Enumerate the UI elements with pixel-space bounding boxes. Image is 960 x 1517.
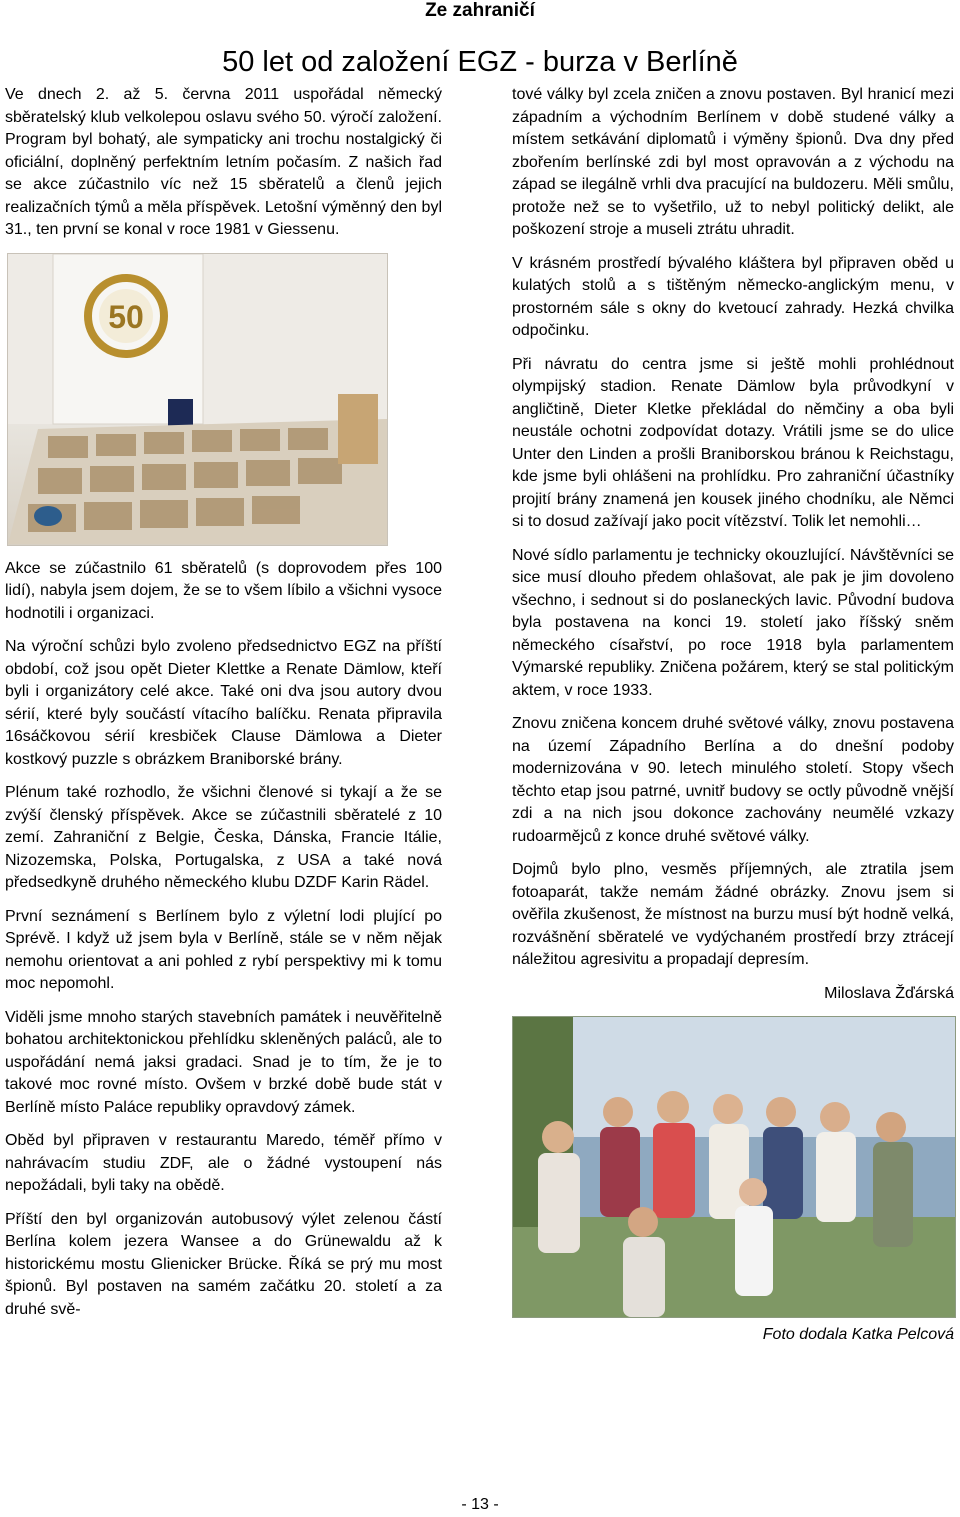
paragraph: Ve dnech 2. až 5. června 2011 uspořádal německý sběratelský klub velkolepou oslavu svého 50. výročí založení. Program byl bohatý, ale sympaticky ani trochu nostalgický či oficiální, doplněný perfektním letním počasím. Z našich řad se akce zúčastnilo víc než 15 sběratelů a členů jejich realizačních týmů a měla příspěvek. Letošní výměnný den byl 31., ten první se konal v roce 1981 v Giessenu.	[5, 86, 442, 238]
paragraph: Oběd byl připraven v restaurantu Maredo, téměř přímo v nahrávacím studiu ZDF, ale o žádné vystoupení nás nepožádali, byli taky na obědě.	[5, 1132, 442, 1194]
article-title: 50 let od založení EGZ - burza v Berlíně	[222, 46, 738, 78]
exhibit-photo	[7, 253, 388, 546]
paragraph: Plénum také rozhodlo, že všichni členové si tykají a že se zvýší členský příspěvek. Akce se zúčastnili sběratelé z 10 zemí. Zahraniční z Belgie, Česka, Dánska, Francie Itálie, Nizozemska, Polska, Portugalska, z USA a také nová předsedkyně druhého německého klubu DZDF Karin Rädel.	[5, 784, 442, 891]
svg-text:50: 50	[108, 298, 144, 335]
paragraph: Akce se zúčastnilo 61 sběratelů (s doprovodem přes 100 lidí), nabyla jsem dojem, že se to všem líbilo a všichni vysoce hodnotili i organizaci.	[5, 559, 442, 622]
group-photo	[512, 1016, 956, 1318]
paragraph: Dojmů bylo plno, vesměs příjemných, ale ztratila jsem fotoaparát, takže nemám žádné obrázky. Znovu jsem si ověřila zkušenost, že místnost na burzu musí být hodně velká, rozvášnění sběratelé ve vydýchaném prostředí brzy ztrácejí náležitou agresivitu a propadají depresím.	[512, 861, 954, 968]
photo-credit: Foto dodala Katka Pelcová	[762, 1326, 954, 1343]
paragraph: První seznámení s Berlínem bylo z výletní lodi plující po Sprévě. I když už jsem byla v Berlíně, stále se v něm nějak nemohu orientovat a ani pohled z rybí perspektivy mi k tomu moc nepomohl.	[5, 907, 442, 992]
anniversary-emblem	[88, 278, 164, 354]
paragraph: Při návratu do centra jsme si ještě mohli prohlédnout olympijský stadion. Renate Dämlow byla průvodkyní v angličtině, Dieter Kletke překládal do němčiny a oba byli neustále ochotni zodpovídat dotazy. Vrátili jsme se do ulice Unter den Linden a prošli Braniborskou bránou k Reichstagu, kde jsme byli ohlášeni na prohlídku. Pro zahraniční účastníky projití brány znamená jen kousek jiného chodníku, ale Němci si to dosud zažívají jako pocit vítězství. Tolik let nemohli…	[512, 355, 954, 530]
author-signature: Miloslava Žďárská	[824, 984, 954, 1002]
right-column	[512, 84, 954, 1358]
exhibit-illustration	[8, 254, 387, 545]
paragraph: V krásném prostředí bývalého kláštera byl připraven oběd u kulatých stolů a s tištěným německo-anglickým menu, v prostorném sále s okny do kvetoucí zahrady. Hezká chvilka odpočinku.	[512, 254, 954, 339]
paragraph: Viděli jsme mnoho starých stavebních památek i neuvěřitelně bohatou architektonickou přehlídku skleněných paláců, ale to uspořádání nemá jaksi gradaci. Snad je to tím, že je to takové moc rovné místo. Ovšem v brzké době bude stát v Berlíně místo Paláce republiky opravdový zámek.	[5, 1008, 442, 1116]
paragraph: Na výroční schůzi bylo zvoleno předsednictvo EGZ na příští období, což jsou opět Dieter Klettke a Renate Dämlow, kteří byli i organizátory celé akce. Také oni dva jsou autory dvou sérií, které byly součástí vítacího balíčku. Renata připravila 16sáčkovou sérií kresbiček Clause Dämlowa a Dieter kostkový puzzle s obrázkem Braniborské brány.	[5, 638, 442, 768]
left-column	[5, 84, 442, 1332]
section-label: Ze zahraničí	[425, 0, 535, 21]
paragraph: tové války byl zcela zničen a znovu postaven. Byl hranicí mezi západním a východním Berlínem v době studené války a místem setkávání diplomatů i výměny špionů. Dva dny před zbořením berlínské zdi byl most opravován a z východu na západ se ilegálně vrhli dva pracující na buldozeru. Měli smůlu, protože než se to vyšetřilo, už to nebyl politický delikt, ale poškození stroje a museli ztrátu uhradit.	[512, 86, 954, 238]
page-number: - 13 -	[461, 1496, 499, 1513]
group-illustration	[513, 1017, 955, 1317]
paragraph: Znovu zničena koncem druhé světové války, znovu postavena na území Západního Berlína a do dnešní podoby modernizována v 90. letech minulého století. Stopy všech těchto etap jsou patrné, uvnitř budovy se octly původně vnější zdi a na nich jsou dokonce zachovány neumělé vzkazy rudoarmějců z konce druhé světové války.	[512, 715, 954, 845]
paragraph: Nové sídlo parlamentu je technicky okouzlující. Návštěvníci se sice musí dlouho předem ohlašovat, ale pak je jim dovoleno všechno, i sednout si do poslaneckých lavic. Původní budova byla postavena na konci 19. století jako říšský sněm německého císařství, po roce 1918 byla parlamentem Výmarské republiky. Zničena požárem, který se stal politickým aktem, v roce 1933.	[512, 546, 954, 699]
paragraph: Příští den byl organizován autobusový výlet zelenou částí Berlína kolem jezera Wansee a do Grünewaldu až k historickému mostu Glienicker Brücke. Říká se prý mu most špionů. Byl postaven na samém začátku 20. století a za druhé svě-	[5, 1210, 442, 1318]
